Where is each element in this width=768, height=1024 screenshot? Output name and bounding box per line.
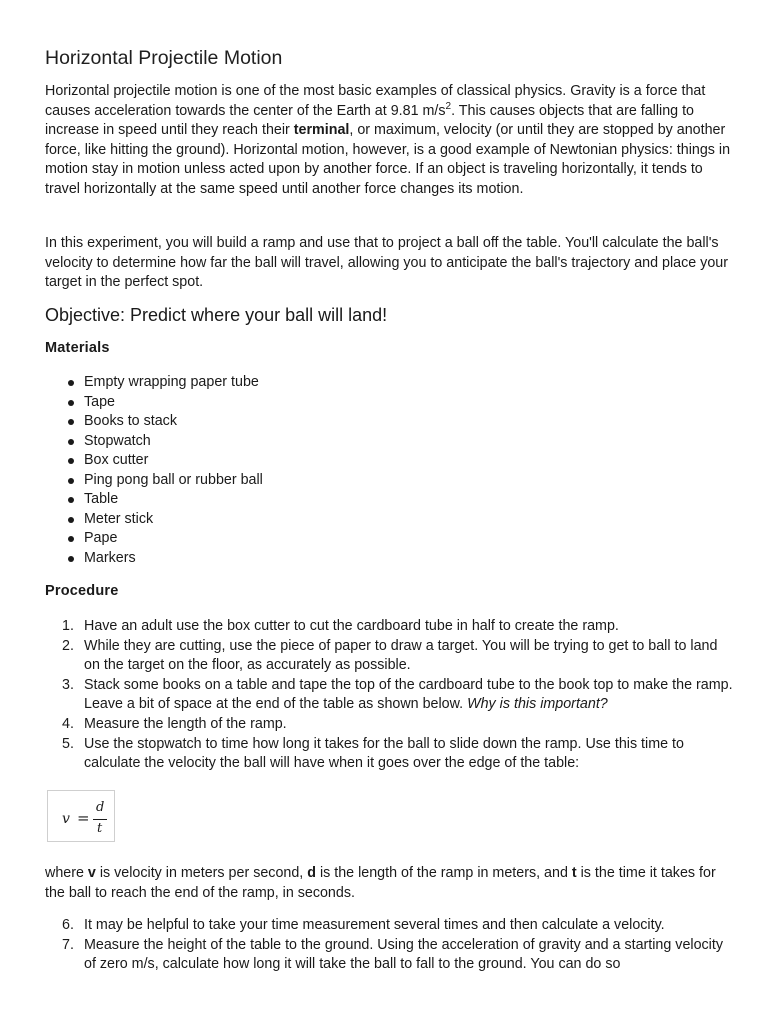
formula-numerator: d (96, 800, 105, 815)
var-d: d (307, 865, 316, 881)
list-item: Markers (45, 549, 263, 569)
procedure-heading: Procedure (45, 583, 119, 599)
var-t: t (571, 865, 577, 881)
list-item: Table (45, 490, 263, 510)
step-text: Use the stopwatch to time how long it takes for the ball to slide down the ramp. Use this time to calculate the velocity the ball will have when it goes over the edge of the table: (84, 735, 684, 772)
exponent: 2 (445, 100, 452, 112)
intro-paragraph (45, 82, 735, 200)
step-text: Measure the length of the ramp. (84, 715, 287, 732)
bold-term: terminal (293, 122, 350, 139)
step-number: 7. (62, 936, 74, 953)
list-item: Ping pong ball or rubber ball (45, 471, 263, 491)
formula-explanation (45, 864, 735, 903)
step-number: 3. (62, 676, 74, 693)
explanation-text: is velocity in meters per second, (95, 865, 308, 881)
velocity-formula (47, 790, 115, 842)
var-v: v (87, 865, 96, 881)
formula-equals: = (77, 809, 90, 827)
step-text: Measure the height of the table to the ground. Using the acceleration of gravity and a starting velocity of zero m/s, calculate how long it will take the ball to fall to the ground. You can do so (84, 936, 723, 973)
procedure-list-continued (45, 916, 735, 975)
list-item: Pape (45, 529, 263, 549)
fraction-bar (93, 819, 107, 820)
formula-denominator: t (97, 821, 103, 836)
intro-text-3: , or maximum, velocity (or until they are stopped by another force, like hitting the ground). Horizontal motion, however, is a good example of Newtonian physics: things in motion stay in motion unless acted upon by another force. If an object is traveling horizontally, it tends to travel horizontally at the same speed until another force changes its motion. (45, 122, 731, 197)
procedure-step (45, 617, 735, 637)
experiment-paragraph: In this experiment, you will build a ramp and use that to project a ball off the table. You'll calculate the ball's velocity to determine how far the ball will travel, allowing you to anticipate the ball's trajectory and place your target in the perfect spot. (45, 235, 728, 291)
procedure-list (45, 617, 735, 774)
intro-text-2: . This causes objects that are falling to increase in speed until they reach their (45, 102, 695, 139)
step-text: While they are cutting, use the piece of paper to draw a target. You will be trying to get to ball to land on the target on the floor, as accurately as possible. (84, 637, 718, 674)
procedure-step (45, 916, 735, 936)
materials-list (45, 373, 263, 568)
explanation-text: is the length of the ramp in meters, and (315, 865, 572, 881)
page-title: Horizontal Projectile Motion (45, 47, 283, 69)
procedure-step (45, 637, 735, 676)
materials-heading: Materials (45, 340, 110, 356)
step-question: Why is this important? (467, 696, 608, 713)
intro-text-1: Horizontal projectile motion is one of the most basic examples of classical physics. Gravity is a force that causes acceleration towards the center of the Earth at 9.81 m/s (45, 83, 706, 119)
procedure-step (45, 936, 735, 975)
step-number: 6. (62, 917, 74, 933)
step-number: 1. (62, 618, 74, 634)
list-item: Meter stick (45, 510, 263, 530)
step-text: Have an adult use the box cutter to cut the cardboard tube in half to create the ramp. (84, 618, 619, 634)
procedure-step (45, 735, 735, 774)
list-item: Empty wrapping paper tube (45, 373, 263, 393)
step-text: It may be helpful to take your time measurement several times and then calculate a velocity. (84, 917, 665, 933)
procedure-step (45, 715, 735, 735)
step-number: 5. (62, 735, 74, 752)
list-item: Tape (45, 393, 263, 413)
explanation-text: is the time it takes for the ball to reach the end of the ramp, in seconds. (45, 865, 716, 901)
step-number: 2. (62, 637, 74, 654)
formula-velocity: v (62, 811, 70, 827)
step-text: Stack some books on a table and tape the top of the cardboard tube to the book top to make the ramp. Leave a bit of space at the end of the table as shown below. (84, 676, 733, 713)
objective-heading: Objective: Predict where your ball will land! (45, 305, 388, 325)
step-number: 4. (62, 715, 74, 732)
list-item: Stopwatch (45, 432, 263, 452)
procedure-step (45, 676, 735, 715)
list-item: Box cutter (45, 451, 263, 471)
list-item: Books to stack (45, 412, 263, 432)
explanation-text: where (45, 865, 88, 881)
